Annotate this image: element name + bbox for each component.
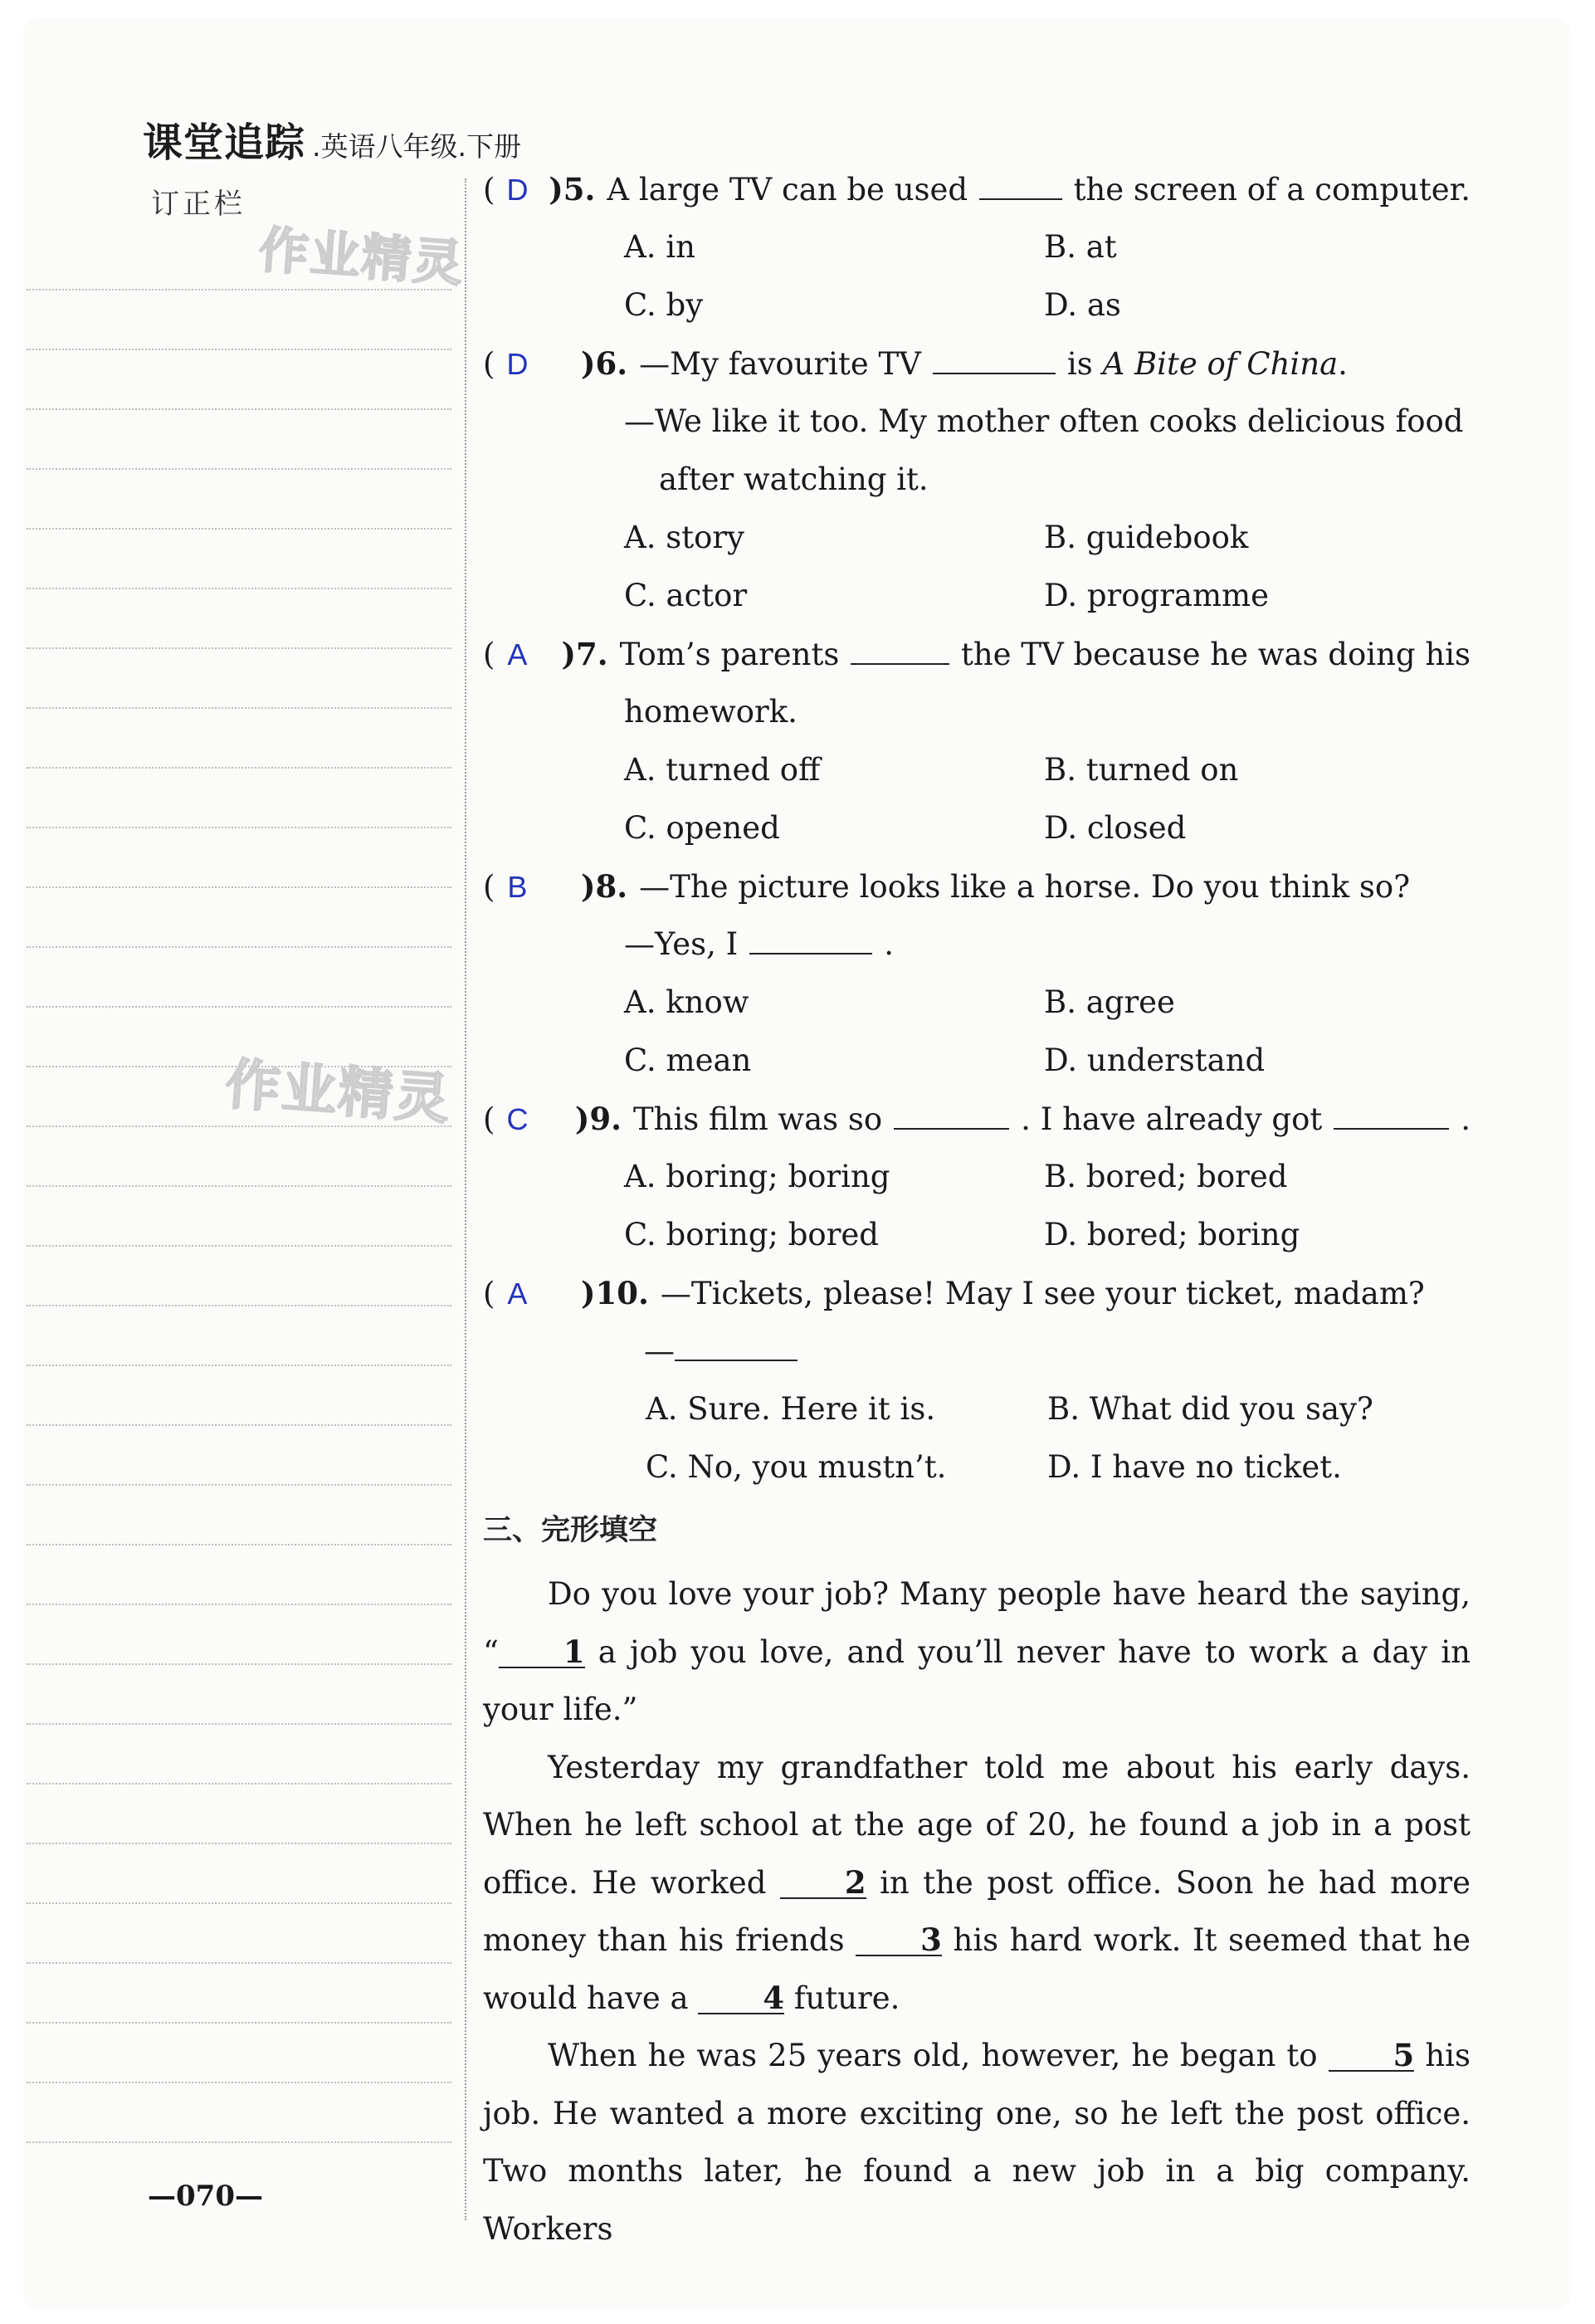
watermark: 作业精灵 <box>223 1052 453 1132</box>
cloze-blank-2: 2 <box>780 1868 866 1899</box>
option-c: C. mean <box>624 1042 752 1078</box>
paragraph: When he was 25 years old, however, he began to 5 his job. He wanted a more exciting one, so he left the post office. Two months later, he found a new job in a big company. Workers <box>483 2037 1471 2247</box>
question-number: )10. <box>581 1275 649 1311</box>
correction-line <box>27 1424 451 1426</box>
question-9: ( C )9. This film was so . I have already got . A. boring; boring B. bored; bored C. boring; bored D. bored; boring <box>483 1101 1471 1275</box>
question-stem-cont: homework. <box>624 694 798 730</box>
cloze-blank-4: 4 <box>698 1983 784 2014</box>
answer-blank <box>894 1103 1009 1130</box>
question-number: )7. <box>561 636 608 672</box>
correction-line <box>27 1962 451 1964</box>
question-stem: —My favourite TV <box>639 346 921 382</box>
option-d: D. programme <box>1044 578 1270 613</box>
question-6: ( D )6. —My favourite TV is A Bite of China . —We like it too. My mother often cooks delicious food after watching it. A. story B. guidebook C. actor D. programme <box>483 345 1471 636</box>
option-a: A. story <box>624 520 744 555</box>
question-8: ( B )8. —The picture looks like a horse. Do you think so? —Yes, I . A. know B. agree C. mean D. understand <box>483 868 1471 1101</box>
exercise-content <box>483 171 1471 2258</box>
option-a: A. boring; boring <box>624 1159 890 1194</box>
option-b: B. turned on <box>1044 752 1239 788</box>
option-a: A. in <box>624 229 695 265</box>
answer-blank <box>933 348 1056 374</box>
answer-blank <box>675 1335 798 1361</box>
answer-blank <box>1334 1103 1449 1130</box>
correction-line <box>27 468 451 470</box>
page-number: —070— <box>148 2180 263 2213</box>
correction-line <box>27 1365 451 1366</box>
correction-column-title: 订正栏 <box>151 188 246 221</box>
question-number: )6. <box>581 345 628 382</box>
correction-line <box>27 647 451 649</box>
option-c: C. actor <box>624 578 748 613</box>
correction-line <box>27 349 451 350</box>
cloze-blank-5: 5 <box>1329 2040 1415 2072</box>
correction-line <box>27 707 451 709</box>
answer-blank <box>851 638 949 665</box>
correction-line <box>27 1006 451 1008</box>
question-stem: A large TV can be used <box>607 172 968 208</box>
option-c: C. opened <box>624 810 780 846</box>
cloze-blank-1: 1 <box>499 1637 585 1668</box>
book-subtitle: .英语八年级.下册 <box>312 130 521 163</box>
option-c: C. boring; bored <box>624 1217 879 1252</box>
watermark: 作业精灵 <box>256 221 466 294</box>
correction-line <box>27 408 451 410</box>
answer-blank <box>979 173 1061 200</box>
option-b: B. agree <box>1044 984 1175 1020</box>
correction-line <box>27 1783 451 1784</box>
answer-mark: A <box>507 637 528 671</box>
correction-line <box>27 1843 451 1844</box>
option-b: B. bored; bored <box>1044 1159 1288 1194</box>
section-title: 三、完形填空 <box>483 1514 658 1547</box>
paragraph: Yesterday my grandfather told me about his early days. When he left school at the age of 20, he found a job in a post office. He worked 2 in the post office. Soon he had more money than his friends 3 his hard work. It seemed that he would have a 4 future. <box>483 1749 1471 2016</box>
correction-line <box>27 1185 451 1187</box>
program-title: A Bite of China <box>1102 346 1339 382</box>
option-d: D. bored; boring <box>1044 1217 1300 1252</box>
reply-line: —We like it too. My mother often cooks delicious food <box>624 403 1464 439</box>
cloze-blank-3: 3 <box>856 1925 942 1956</box>
question-7: ( A )7. Tom’s parents the TV because he was doing his homework. A. turned off B. turned on C. opened D. closed <box>483 636 1471 868</box>
correction-line <box>27 2141 451 2143</box>
correction-line <box>27 1902 451 1904</box>
option-d: D. I have no ticket. <box>1047 1449 1342 1485</box>
option-d: D. closed <box>1044 810 1187 846</box>
answer-mark: A <box>507 1277 528 1311</box>
option-c: C. by <box>624 287 704 323</box>
question-stem: . I have already got <box>1021 1101 1323 1137</box>
reply-line: —Yes, I <box>624 926 739 962</box>
question-number: )5. <box>549 171 596 208</box>
correction-line <box>27 1723 451 1725</box>
correction-line <box>27 767 451 769</box>
correction-line <box>27 588 451 589</box>
question-number: )9. <box>574 1101 622 1137</box>
question-stem: the TV because he was doing his <box>960 637 1471 672</box>
correction-line <box>27 1305 451 1306</box>
correction-line <box>27 1604 451 1605</box>
correction-line <box>27 1544 451 1545</box>
question-stem: This film was so <box>632 1101 883 1137</box>
correction-line <box>27 827 451 828</box>
question-stem: is <box>1066 346 1093 382</box>
option-a: A. Sure. Here it is. <box>646 1391 936 1427</box>
question-stem: —Tickets, please! May I see your ticket, madam? <box>660 1276 1425 1311</box>
question-stem: the screen of a computer. <box>1073 172 1471 208</box>
option-b: B. guidebook <box>1044 520 1249 555</box>
answer-blank <box>749 928 872 954</box>
option-d: D. understand <box>1044 1042 1266 1078</box>
brand-title: 课堂追踪 <box>143 120 306 166</box>
correction-line <box>27 946 451 948</box>
correction-line <box>27 886 451 888</box>
option-a: A. know <box>624 984 749 1020</box>
correction-line <box>27 1484 451 1486</box>
question-stem: Tom’s parents <box>619 637 840 672</box>
option-a: A. turned off <box>624 752 821 788</box>
reply-line: after watching it. <box>659 461 929 497</box>
answer-mark: B <box>507 870 528 904</box>
correction-line <box>27 1245 451 1247</box>
option-c: C. No, you mustn’t. <box>646 1449 947 1485</box>
question-5: ( D )5. A large TV can be used the screen of a computer. A. in B. at C. by D. as <box>483 171 1471 345</box>
cloze-passage <box>483 1565 1471 2258</box>
correction-line <box>27 1663 451 1665</box>
option-d: D. as <box>1044 287 1121 323</box>
paragraph: Do you love your job? Many people have heard the saying, “ 1 a job you love, and you’ll never have to work a day in your life.” <box>483 1576 1471 1727</box>
header <box>143 110 521 168</box>
answer-mark: C <box>506 1102 529 1136</box>
answer-mark: D <box>506 347 529 381</box>
answer-mark: D <box>506 173 529 207</box>
correction-line <box>27 2082 451 2083</box>
question-10: ( A )10. —Tickets, please! May I see your ticket, madam? — A. Sure. Here it is. B. What did you say? C. No, you mustn’t. D. I have no ticket. <box>483 1275 1471 1507</box>
option-b: B. What did you say? <box>1047 1391 1373 1427</box>
question-number: )8. <box>581 868 628 905</box>
column-divider <box>465 178 466 2220</box>
reply-line: — <box>644 1333 675 1369</box>
question-stem: —The picture looks like a horse. Do you think so? <box>639 869 1411 905</box>
correction-line <box>27 528 451 530</box>
option-b: B. at <box>1044 229 1117 265</box>
correction-line <box>27 2022 451 2024</box>
